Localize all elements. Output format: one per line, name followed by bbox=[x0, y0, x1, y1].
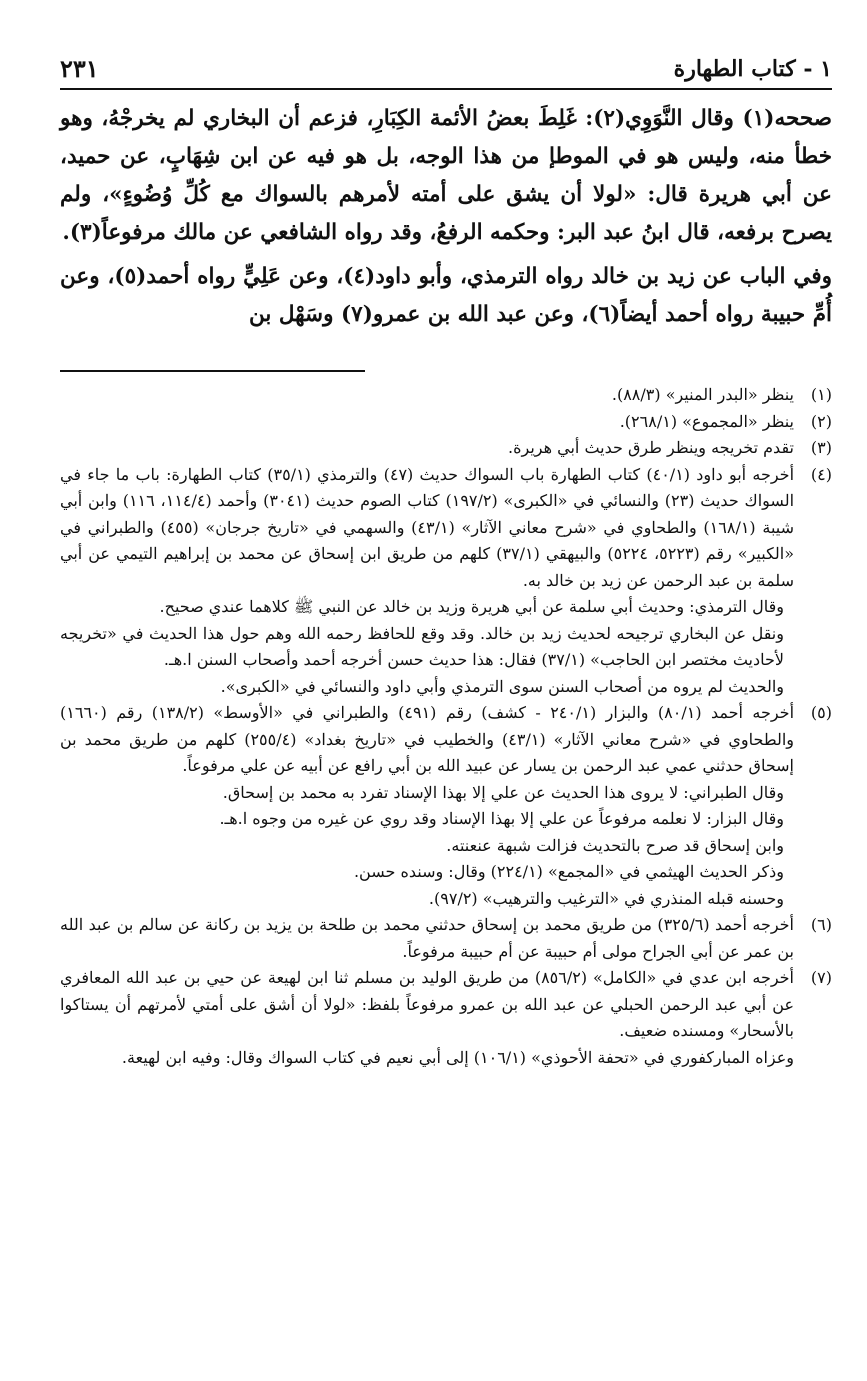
footnote-divider bbox=[60, 370, 365, 372]
footnote-text: وقال الطبراني: لا يروى هذا الحديث عن علي إلا بهذا الإسناد تفرد به محمد بن إسحاق. bbox=[222, 782, 784, 802]
footnote-text: أخرجه أبو داود (٤٠/١) كتاب الطهارة باب السواك حديث (٤٧) والترمذي (٣٥/١) كتاب الطهارة: باب ما جاء في السواك حديث (٢٣) والنسائي في «الكبرى» (١٩٧/٢) كتاب الصوم حديث (٣٠٤١) وأحمد (١١٤/٤، ١١٦) وابن أبي شيبة (١٦٨/١) والطحاوي في «شرح معاني الآثار» (٤٣/١) والسهمي في «تاريخ جرجان» (٤٥٥) والطبراني في «الكبير» رقم (٥٢٢٣، ٥٢٢٤) والبيهقي (٣٧/١) كلهم من طريق ابن إسحاق عن محمد بن إبراهيم التيمي عن أبي سلمة بن عبد الرحمن عن زيد بن خالد به. bbox=[60, 464, 795, 590]
footnote-text: أخرجه أحمد (٨٠/١) والبزار (٢٤٠/١ - كشف) رقم (٤٩١) والطبراني في «الأوسط» (١٣٨/٢) رقم (١٦٦٠) والطحاوي في «شرح معاني الآثار» (٤٣/١) والخطيب في «تاريخ بغداد» (٢٥٥/٤) كلهم من طريق محمد بن إسحاق حدثني عمي عبد الرحمن بن يسار عن عبيد الله بن أبي رافع عن أبيه عن علي مرفوعاً. bbox=[60, 703, 795, 775]
footnote-number: (٥) bbox=[810, 703, 832, 722]
footnote-6 bbox=[60, 912, 832, 965]
footnote-text: أخرجه ابن عدي في «الكامل» (٨٥٦/٢) من طريق الوليد بن مسلم ثنا ابن لهيعة عن حيي بن عبد الله المعافري عن أبي عبد الرحمن الحبلي عن عبد الله بن عمرو مرفوعاً بلفظ: «لولا أن أشق على أمتي لأمرتهم أن يستاكوا بالأسحار» ومسنده ضعيف. bbox=[60, 968, 794, 1040]
footnote-number: (٤) bbox=[810, 464, 832, 484]
footnote-text: وحسنه قبله المنذري في «الترغيب والترهيب» (٩٧/٢). bbox=[428, 888, 784, 908]
footnote-number: (٦) bbox=[810, 915, 832, 934]
footnote-text: أخرجه أحمد (٣٢٥/٦) من طريق محمد بن إسحاق حدثني محمد بن طلحة بن يزيد بن ركانة عن سالم بن عبد الله بن عمر عن أبي الجراح مولى أم حبيبة عن أم حبيبة مرفوعاً. bbox=[60, 915, 795, 961]
footnote-text: وقال الترمذي: وحديث أبي سلمة عن أبي هريرة وزيد بن خالد عن النبي ﷺ كلاهما عندي صحيح. bbox=[159, 597, 784, 616]
footnote-number: (٣) bbox=[810, 438, 832, 457]
main-text bbox=[60, 100, 832, 340]
chapter-title: ١ - كتاب الطهارة bbox=[673, 56, 832, 82]
page-number: ٢٣١ bbox=[60, 54, 99, 83]
main-paragraph: وفي الباب عن زيد بن خالد رواه الترمذي، وأبو داود(٤)، وعن عَلِيٍّ رواه أحمد(٥)، وعن أُمِّ حبيبة رواه أحمد أيضاً(٦)، وعن عبد الله بن عمرو(٧) وسَهْل بن bbox=[60, 264, 832, 327]
footnote-text: والحديث لم يروه من أصحاب السنن سوى الترمذي وأبي داود والنسائي في «الكبرى». bbox=[220, 676, 784, 696]
footnote-text: ينظر «البدر المنير» (٨٨/٣). bbox=[611, 385, 794, 404]
footnote-4 bbox=[60, 462, 832, 701]
footnotes bbox=[60, 382, 832, 1071]
footnote-text: ينظر «المجموع» (٢٦٨/١). bbox=[619, 411, 794, 431]
footnote-text: وقال البزار: لا نعلمه مرفوعاً عن علي إلا بهذا الإسناد وقد روي عن غيره من وجوه ا.هـ. bbox=[219, 809, 784, 828]
page-header bbox=[60, 52, 832, 90]
footnote-1 bbox=[60, 382, 832, 409]
footnote-number: (٧) bbox=[810, 968, 832, 987]
footnote-number: (١) bbox=[810, 385, 832, 404]
footnote-5 bbox=[60, 700, 832, 912]
main-paragraph: صححه(١) وقال النَّوَوِي(٢): غَلِطَ بعضُ الأئمة الكِبَارِ، فزعم أن البخاري لم يخرجْهُ، وهو خطأ منه، وليس هو في الموطإ من هذا الوجه، بل هو فيه عن ابن شِهَابٍ، عن حميد، عن أبي هريرة قال: «لولا أن يشق على أمته لأمرهم بالسواك مع كُلِّ وُضُوءٍ»، ولم يصرح برفعه، قال ابنُ عبد البر: وحكمه الرفعُ، وقد رواه الشافعي عن مالك مرفوعاً(٣). bbox=[60, 106, 832, 245]
footnote-text: وابن إسحاق قد صرح بالتحديث فزالت شبهة عنعنته. bbox=[446, 835, 784, 855]
footnote-text: تقدم تخريجه وينظر طرق حديث أبي هريرة. bbox=[508, 438, 794, 457]
footnote-text: وعزاه المباركفوري في «تحفة الأحوذي» (١٠٦/١) إلى أبي نعيم في كتاب السواك وقال: وفيه ابن لهيعة. bbox=[121, 1047, 794, 1067]
footnote-3 bbox=[60, 435, 832, 462]
footnote-text: وذكر الحديث الهيثمي في «المجمع» (٢٢٤/١) وقال: وسنده حسن. bbox=[353, 862, 784, 881]
footnote-text: ونقل عن البخاري ترجيحه لحديث زيد بن خالد. وقد وقع للحافظ رحمه الله وهم حول هذا الحديث في «تخريجه لأحاديث مختصر ابن الحاجب» (٣٧/١) فقال: هذا حديث حسن أخرجه أحمد وأصحاب السنن ا.هـ. bbox=[60, 623, 784, 669]
book-page bbox=[60, 0, 832, 1381]
footnote-7 bbox=[60, 965, 832, 1071]
footnote-2 bbox=[60, 409, 832, 436]
footnote-number: (٢) bbox=[810, 411, 832, 431]
